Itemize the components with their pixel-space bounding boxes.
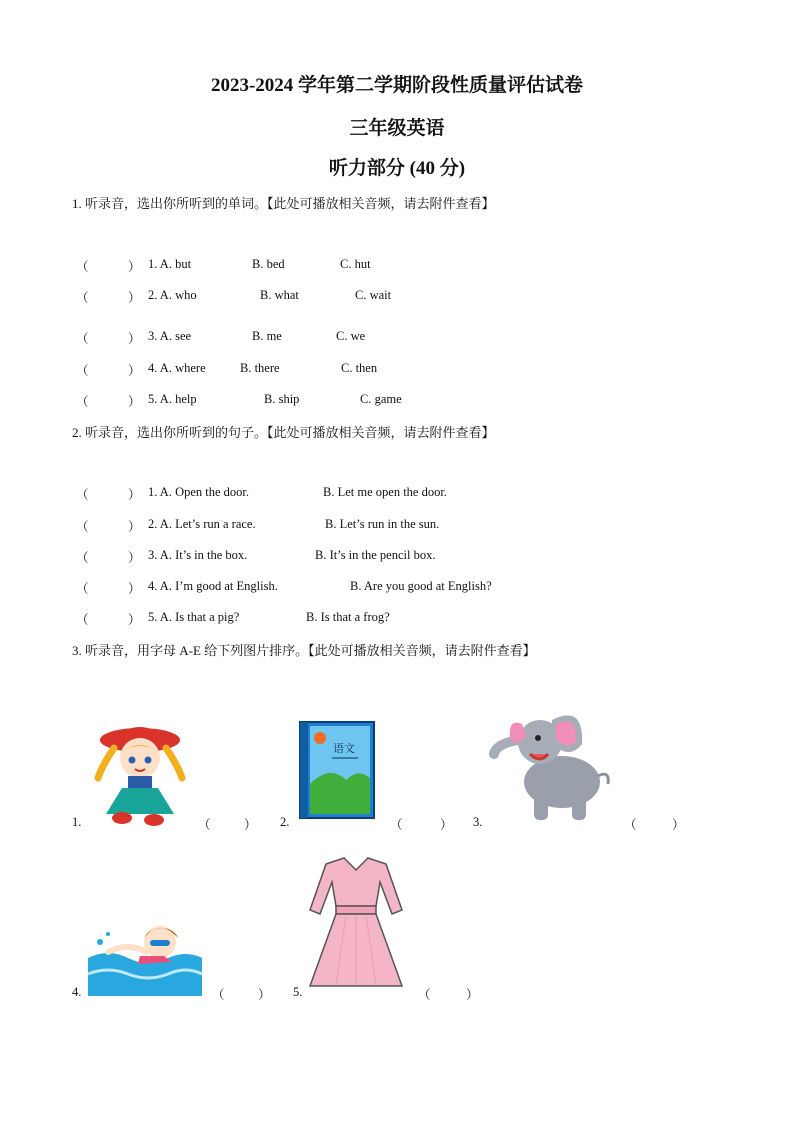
answer-paren-right: ）	[128, 332, 141, 346]
option-a: 2. A. Let’s run a race.	[148, 517, 256, 531]
answer-paren-left: （	[418, 988, 431, 1002]
option-b: B. bed	[252, 257, 285, 271]
picture-label-5: 5.	[293, 985, 303, 999]
answer-paren-left: （	[198, 818, 211, 832]
option-c: C. wait	[355, 288, 392, 302]
option-a: 4. A. where	[148, 361, 206, 375]
answer-paren-left: （	[76, 520, 89, 534]
picture-label-3: 3.	[473, 815, 483, 829]
answer-paren-right: ）	[128, 488, 141, 502]
option-b: B. there	[240, 361, 280, 375]
answer-paren-right: ）	[128, 613, 141, 627]
book-title-text: 语文	[333, 742, 355, 755]
option-c: C. game	[360, 392, 402, 406]
answer-paren-right: ）	[258, 988, 271, 1002]
option-b: B. ship	[264, 392, 300, 406]
option-a: 1. A. Open the door.	[148, 485, 250, 499]
answer-paren-right: ）	[672, 818, 685, 832]
option-a: 2. A. who	[148, 288, 197, 302]
swimming-picture	[88, 918, 202, 996]
exam-subtitle: 三年级英语	[349, 118, 445, 139]
answer-paren-right: ）	[128, 260, 141, 274]
book-picture	[296, 718, 380, 822]
answer-paren-right: ）	[128, 291, 141, 305]
picture-label-1: 1.	[72, 815, 82, 829]
section-title: 听力部分 (40 分)	[328, 158, 466, 179]
option-b: B. Are you good at English?	[350, 579, 492, 593]
answer-paren-left: （	[76, 582, 89, 596]
option-b: B. Let me open the door.	[323, 485, 447, 499]
q2-instruction: 2. 听录音，选出你所听到的句子。【此处可播放相关音频，请去附件查看】	[72, 425, 495, 440]
option-a: 3. A. It’s in the box.	[148, 548, 248, 562]
answer-paren-right: ）	[128, 395, 141, 409]
answer-paren-right: ）	[128, 551, 141, 565]
answer-paren-right: ）	[128, 364, 141, 378]
answer-paren-left: （	[76, 332, 89, 346]
answer-paren-left: （	[212, 988, 225, 1002]
answer-paren-left: （	[76, 291, 89, 305]
answer-paren-left: （	[624, 818, 637, 832]
answer-paren-left: （	[76, 260, 89, 274]
option-a: 1. A. but	[148, 257, 192, 271]
option-b: B. Is that a frog?	[306, 610, 390, 624]
option-b: B. Let’s run in the sun.	[325, 517, 440, 531]
option-b: B. It’s in the pencil box.	[315, 548, 436, 562]
answer-paren-left: （	[76, 551, 89, 565]
elephant-picture	[490, 704, 614, 828]
option-a: 5. A. help	[148, 392, 197, 406]
option-a: 5. A. Is that a pig?	[148, 610, 240, 624]
option-c: C. we	[336, 329, 366, 343]
answer-paren-left: （	[76, 613, 89, 627]
answer-paren-right: ）	[466, 988, 479, 1002]
answer-paren-right: ）	[128, 582, 141, 596]
answer-paren-left: （	[76, 395, 89, 409]
answer-paren-right: ）	[244, 818, 257, 832]
option-c: C. then	[341, 361, 378, 375]
exam-title: 2023-2024 学年第二学期阶段性质量评估试卷	[210, 75, 584, 96]
doll-picture	[92, 718, 188, 828]
q1-instruction: 1. 听录音，选出你所听到的单词。【此处可播放相关音频，请去附件查看】	[72, 196, 495, 211]
picture-label-2: 2.	[280, 815, 290, 829]
option-b: B. me	[252, 329, 282, 343]
option-a: 4. A. I’m good at English.	[148, 579, 278, 593]
answer-paren-left: （	[390, 818, 403, 832]
option-a: 3. A. see	[148, 329, 192, 343]
answer-paren-right: ）	[440, 818, 453, 832]
q3-instruction: 3. 听录音，用字母 A-E 给下列图片排序。【此处可播放相关音频，请去附件查看】	[72, 643, 536, 658]
option-b: B. what	[260, 288, 299, 302]
picture-label-4: 4.	[72, 985, 82, 999]
answer-paren-left: （	[76, 488, 89, 502]
answer-paren-right: ）	[128, 520, 141, 534]
answer-paren-left: （	[76, 364, 89, 378]
dress-picture	[306, 852, 406, 992]
option-c: C. hut	[340, 257, 371, 271]
